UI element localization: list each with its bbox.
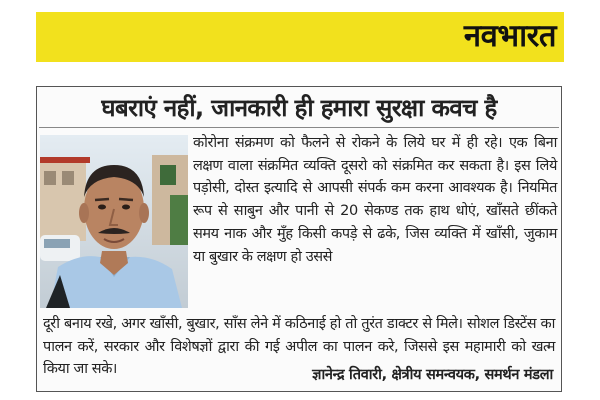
article-body-beside-photo: कोरोना संक्रमण को फैलने से रोकने के लिये घर में ही रहे। एक बिना लक्षण वाला संक्रमित व्यक्ति दूसरो को संक्रमित कर सकता है। इस लिये पड़ोसी, दोस्त इत्यादि से आपसी संपर्क कम करना आवश्यक है। नियमित रूप से साबुन और पानी से 20 सेकण्ड तक हाथ धोएं, खाँसते छींकते समय नाक और मुँह किसी कपड़े से ढके, जिस व्यक्ति में खाँसी, जुकाम या बुखार के लक्षण हो उससे <box>193 135 557 265</box>
portrait-image <box>40 135 188 308</box>
author-photo <box>40 135 188 308</box>
newspaper-masthead <box>36 12 564 62</box>
article-byline: ज्ञानेन्द्र तिवारी, क्षेत्रीय समन्वयक, समर्थन मंडला <box>312 367 553 383</box>
news-article <box>36 86 562 392</box>
article-body-full-width: दूरी बनाय रखे, अगर खाँसी, बुखार, साँस लेने में कठिनाई हो तो तुरंत डाक्टर से मिले। सोशल डिस्टेंस का पालन करें, सरकार और विशेषज्ञों द्वारा की गई अपील का पालन करे, जिससे इस महामारी को खत्म किया जा सके। <box>43 316 555 378</box>
article-headline: घबराएं नहीं, जानकारी ही हमारा सुरक्षा कवच है <box>101 94 497 122</box>
newspaper-logo: नवभारत <box>463 18 556 54</box>
headline-divider <box>39 127 559 128</box>
